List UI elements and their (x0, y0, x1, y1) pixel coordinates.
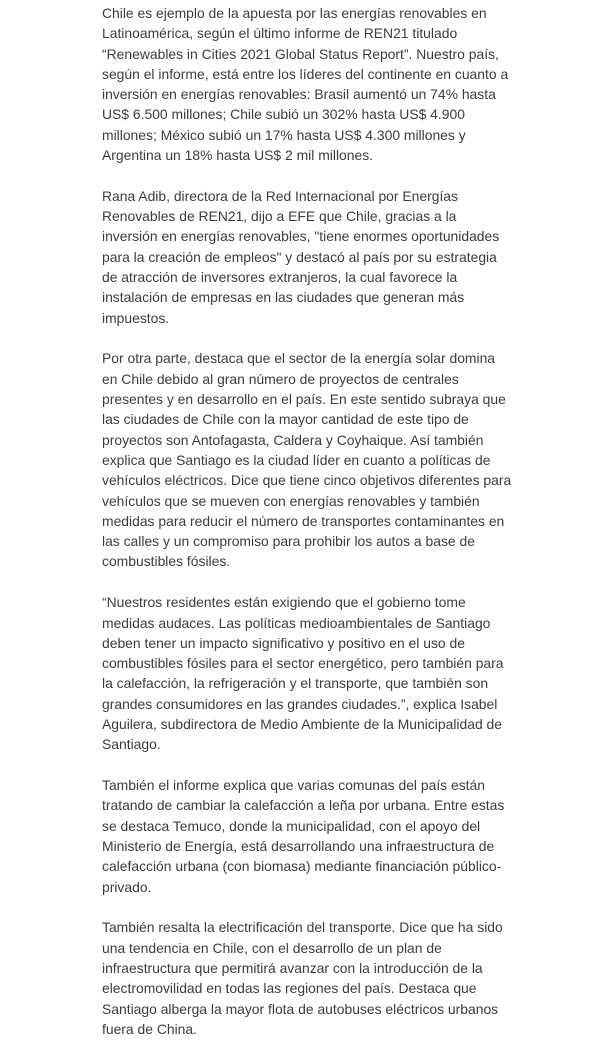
article-paragraph-5: También el informe explica que varias comunas del país están tratando de cambiar la calefacción a leña por urbana. Entre estas se destaca Temuco, donde la municipalidad, con el apoyo del Ministerio de Energía, está desarrollando una infraestructura de calefacción urbana (con biomasa) mediante financiación público-privado. (102, 777, 505, 895)
article-paragraph-3: Por otra parte, destaca que el sector de la energía solar domina en Chile debido al gran número de proyectos de centrales presentes y en desarrollo en el país. En este sentido subraya que las ciudades de Chile con la mayor cantidad de este tipo de proyectos son Antofagasta, Caldera y Coyhaique. Así también explica que Santiago es la ciudad líder en cuanto a políticas de vehículos eléctricos. Dice que tiene cinco objetivos diferentes para vehículos que se mueven con energías renovables y también medidas para reducir el número de transportes contaminantes en las calles y un compromiso para prohibir los autos a base de combustibles fósiles. (102, 350, 512, 570)
article-paragraph-2: Rana Adib, directora de la Red Internacional por Energías Renovables de REN21, dijo a EFE que Chile, gracias a la inversión en energías renovables, "tiene enormes oportunidades para la creación de empleos" y destacó al país por su estrategia de atracción de inversores extranjeros, la cual favorece la instalación de empresas en las ciudades que generan más impuestos. (102, 187, 500, 326)
article-paragraph-4: “Nuestros residentes están exigiendo que el gobierno tome medidas audaces. Las políticas medioambientales de Santiago deben tener un impacto significativo y positivo en el uso de combustibles fósiles para el sector energético, pero también para la calefacción, la refrigeración y el transporte, que también son grandes consumidores en las grandes ciudades.”, explica Isabel Aguilera, subdirectora de Medio Ambiente de la Municipalidad de Santiago. (102, 594, 504, 753)
article-paragraph-1: Chile es ejemplo de la apuesta por las energías renovables en Latinoamérica, según el último informe de REN21 titulado “Renewables in Cities 2021 Global Status Report”. Nuestro país, según el informe, está entre los líderes del continente en cuanto a inversión en energías renovables: Brasil aumentó un 74% hasta US$ 6.500 millones; Chile subió un 302% hasta US$ 4.900 millones; México subió un 17% hasta US$ 4.300 millones y Argentina un 18% hasta US$ 2 mil millones. (102, 5, 509, 164)
article-paragraph-6: También resalta la electrificación del transporte. Dice que ha sido una tendencia en Chile, con el desarrollo de un plan de infraestructura que permitirá avanzar con la introducción de la electromovilidad en todas las regiones del país. Destaca que Santiago alberga la mayor flota de autobuses eléctricos urbanos fuera de China. (102, 919, 503, 1037)
article-body (102, 3, 512, 1060)
